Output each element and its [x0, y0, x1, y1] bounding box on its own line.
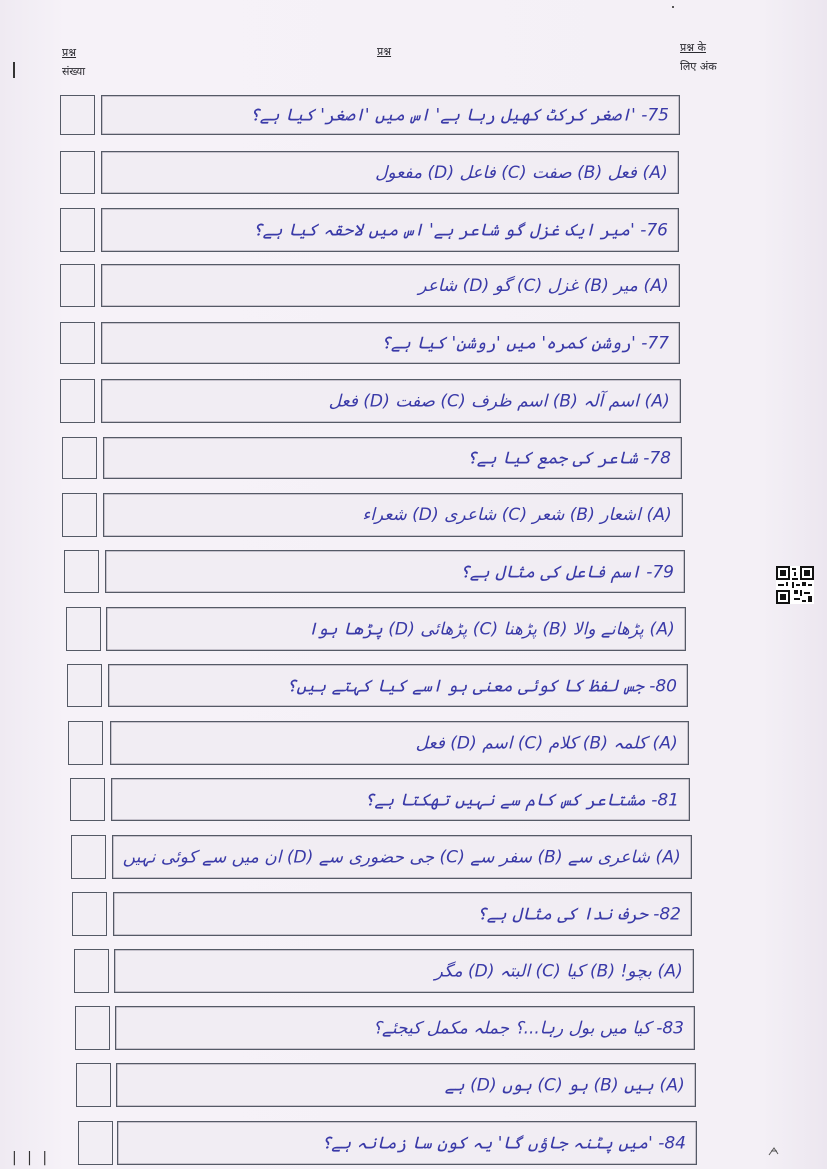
handwritten-question: 77- 'روشن کمرہ' میں 'روشن' کیا ہے؟ — [380, 333, 669, 354]
handwritten-options: (A) اشعار (B) شعر (C) شاعری (D) شعراء — [362, 505, 672, 525]
answer-line-box — [105, 550, 685, 593]
question-number-box — [60, 151, 95, 194]
answer-line-box — [106, 607, 686, 651]
answer-line-box — [115, 1006, 695, 1050]
handwritten-options: (A) بچو! (B) کیا (C) البتہ (D) مگر — [434, 961, 683, 982]
header-marks — [680, 41, 717, 74]
header-marks-line1: प्रश्न के — [680, 41, 706, 54]
handwritten-question: 75- 'اصغر کرکٹ کھیل رہا ہے' اس میں 'اصغر' کیا ہے؟ — [249, 105, 669, 126]
handwritten-options: (A) میر (B) غزل (C) گو (D) شاعر — [418, 275, 669, 296]
question-number-box — [60, 379, 95, 423]
header-question-number-line1: प्रश्न — [62, 46, 77, 59]
header-question-label: प्रश्न — [377, 45, 392, 58]
question-number-box — [75, 1006, 110, 1050]
answer-line-box — [111, 778, 690, 821]
handwritten-options: (A) ہیں (B) ہو (C) ہوں (D) ہے — [444, 1075, 685, 1096]
answer-line-box — [116, 1063, 696, 1107]
answer-line-box — [101, 151, 679, 194]
question-number-box — [66, 607, 101, 651]
answer-line-box — [108, 664, 688, 707]
handwritten-question: 78- شاعر کی جمع کیا ہے؟ — [466, 448, 671, 469]
bottom-scan-marks: | | | — [12, 1150, 51, 1166]
question-number-box — [72, 892, 107, 936]
answer-line-box — [101, 264, 680, 307]
answer-line-box — [113, 892, 692, 936]
answer-line-box — [101, 208, 679, 252]
question-number-box — [60, 208, 95, 252]
question-number-box — [78, 1121, 113, 1165]
question-number-box — [60, 95, 95, 135]
answer-line-box — [114, 949, 694, 993]
question-number-box — [67, 664, 102, 707]
handwritten-question: 80- جس لفظ کا کوئی معنی ہو اسے کیا کہتے ہیں؟ — [286, 676, 677, 696]
question-number-box — [68, 721, 103, 765]
question-number-box — [76, 1063, 111, 1107]
corner-scratch — [768, 1146, 780, 1156]
qr-code-icon — [776, 566, 814, 604]
answer-line-box — [101, 379, 681, 423]
answer-line-box — [117, 1121, 697, 1165]
header-question-number-line2: संख्या — [62, 65, 86, 78]
question-number-box — [62, 493, 97, 537]
answer-line-box — [103, 437, 682, 479]
question-number-box — [64, 550, 99, 593]
answer-line-box — [103, 493, 683, 537]
question-number-box — [60, 322, 95, 364]
handwritten-options: (A) پڑھانے والا (B) پڑھنا (C) پڑھائی (D) پڑھا ہوا — [307, 619, 675, 640]
answer-line-box — [110, 721, 689, 765]
question-number-box — [70, 778, 105, 821]
answer-line-box — [101, 322, 680, 364]
header-question — [377, 45, 391, 59]
question-number-box — [71, 835, 106, 879]
header-question-number — [62, 46, 85, 79]
handwritten-question: 81- مشتاعر کس کام سے نہیں تھکتا ہے؟ — [364, 790, 679, 810]
handwritten-options: (A) اسم آلہ (B) اسم ظرف (C) صفت (D) فعل — [328, 391, 670, 412]
handwritten-question: 84- 'میں پٹنہ جاؤں گا' یہ کون سا زمانہ ہے؟ — [321, 1133, 686, 1154]
question-number-box — [74, 949, 109, 993]
handwritten-question: 76- 'میر ایک غزل گو شاعر ہے' اس میں لاحقہ کیا ہے؟ — [252, 220, 668, 241]
question-number-box — [60, 264, 95, 307]
header-marks-line2: लिए अंक — [680, 60, 717, 73]
answer-line-box — [101, 95, 680, 135]
binder-mark — [13, 62, 15, 78]
handwritten-question: 79- اسم فاعل کی مثال ہے؟ — [459, 562, 674, 582]
question-number-box — [62, 437, 97, 479]
speck — [672, 6, 674, 8]
handwritten-question: 83- کیا میں بول رہا...؟ جملہ مکمل کیجئے؟ — [372, 1018, 684, 1039]
handwritten-options: (A) کلمہ (B) کلام (C) اسم (D) فعل — [415, 733, 678, 754]
handwritten-options: (A) شاعری سے (B) سفر سے (C) جی حضوری سے (D) ان میں سے کوئی نہیں — [122, 847, 681, 868]
handwritten-question: 82- حرف ندا کی مثال ہے؟ — [476, 904, 681, 925]
answer-line-box — [112, 835, 692, 879]
handwritten-options: (A) فعل (B) صفت (C) فاعل (D) مفعول — [375, 162, 668, 183]
